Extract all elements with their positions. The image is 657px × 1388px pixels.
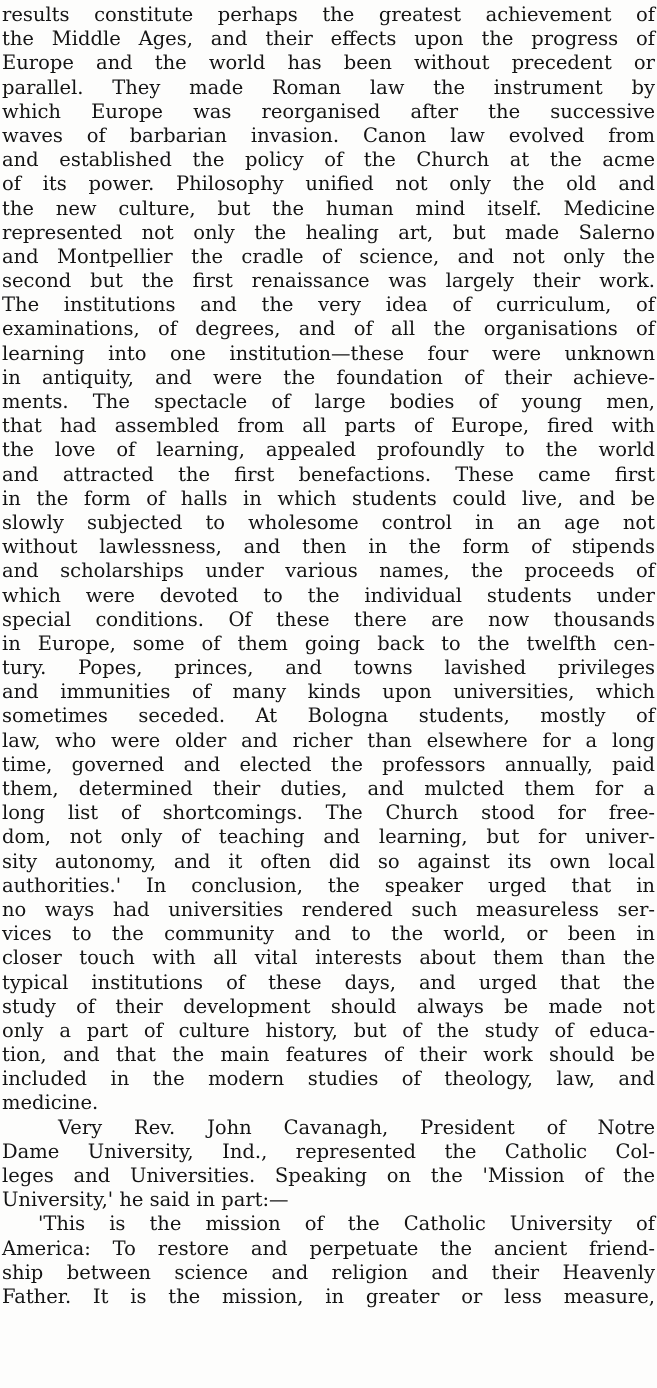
- text-line: the Middle Ages, and their effects upon the progress of: [2, 27, 655, 51]
- text-line: the new culture, but the human mind itself. Medicine: [2, 196, 655, 220]
- text-line: in the form of halls in which students could live, and be: [2, 486, 655, 510]
- text-line: no ways had universities rendered such measureless ser-: [2, 897, 655, 921]
- text-line: in Europe, some of them going back to the twelfth cen-: [2, 631, 655, 655]
- text-line: typical institutions of these days, and urged that the: [2, 970, 655, 994]
- text-line: vices to the community and to the world, or been in: [2, 922, 655, 946]
- text-line: special conditions. Of these there are now thousands: [2, 607, 655, 631]
- text-line: law, who were older and richer than elsewhere for a long: [2, 728, 655, 752]
- text-line: Father. It is the mission, in greater or less measure,: [2, 1284, 655, 1308]
- text-line: long list of shortcomings. The Church stood for free-: [2, 801, 655, 825]
- text-line: them, determined their duties, and mulcted them for a: [2, 777, 655, 800]
- paragraph-cavanagh-introduction: [2, 1116, 655, 1213]
- text-line: and Montpellier the cradle of science, and not only the: [2, 244, 655, 268]
- text-line: dom, not only of teaching and learning, but for univer-: [2, 825, 655, 849]
- text-line: ship between science and religion and their Heavenly: [2, 1260, 655, 1284]
- text-line: only a part of culture history, but of the study of educa-: [2, 1018, 655, 1042]
- text-line: without lawlessness, and then in the form of stipends: [2, 535, 655, 559]
- text-line: leges and Universities. Speaking on the 'Mission of the: [2, 1164, 655, 1187]
- text-line: that had assembled from all parts of Europe, fired with: [2, 414, 655, 438]
- text-line: slowly subjected to wholesome control in an age not: [2, 510, 655, 534]
- text-line: results constitute perhaps the greatest achievement of: [2, 3, 655, 26]
- text-line: time, governed and elected the professors annually, paid: [2, 752, 655, 776]
- text-line: the love of learning, appealed profoundly to the world: [2, 438, 655, 462]
- text-line: closer touch with all vital interests about them than the: [2, 946, 655, 970]
- text-line: University,' he said in part:—: [2, 1188, 289, 1212]
- text-line: second but the first renaissance was largely their work.: [2, 269, 655, 293]
- text-line: parallel. They made Roman law the instrument by: [2, 75, 655, 99]
- text-line: included in the modern studies of theology, law, and: [2, 1067, 655, 1091]
- text-line: examinations, of degrees, and of all the organisations of: [2, 317, 655, 341]
- text-line: learning into one institution—these four were unknown: [2, 341, 655, 365]
- text-line: authorities.' In conclusion, the speaker urged that in: [2, 873, 655, 897]
- text-line: and established the policy of the Church at the acme: [2, 148, 655, 172]
- text-line: sity autonomy, and it often did so against its own local: [2, 849, 655, 873]
- text-line: America: To restore and perpetuate the ancient friend-: [2, 1236, 655, 1260]
- text-line: ments. The spectacle of large bodies of young men,: [2, 390, 655, 413]
- text-line: tion, and that the main features of their work should be: [2, 1043, 655, 1067]
- text-line: medicine.: [2, 1091, 99, 1115]
- text-column: [2, 3, 655, 1309]
- paragraph-universities-achievement: [2, 3, 655, 1116]
- text-line: and immunities of many kinds upon universities, which: [2, 680, 655, 704]
- text-line: which Europe was reorganised after the successive: [2, 99, 655, 123]
- text-line: of its power. Philosophy unified not only the old and: [2, 172, 655, 196]
- text-line: and scholarships under various names, the proceeds of: [2, 559, 655, 583]
- text-line: 'This is the mission of the Catholic University of: [38, 1212, 655, 1236]
- text-line: tury. Popes, princes, and towns lavished privileges: [2, 656, 655, 680]
- text-line: waves of barbarian invasion. Canon law evolved from: [2, 123, 655, 147]
- text-line: which were devoted to the individual students under: [2, 583, 655, 607]
- text-line: and attracted the first benefactions. These came first: [2, 462, 655, 486]
- text-line: Very Rev. John Cavanagh, President of Notre: [58, 1115, 655, 1139]
- text-line: study of their development should always be made not: [2, 994, 655, 1018]
- text-line: Dame University, Ind., represented the Catholic Col-: [2, 1139, 655, 1163]
- text-line: in antiquity, and were the foundation of their achieve-: [2, 365, 655, 389]
- text-line: represented not only the healing art, but made Salerno: [2, 220, 655, 244]
- text-line: sometimes seceded. At Bologna students, mostly of: [2, 704, 655, 728]
- text-line: Europe and the world has been without precedent or: [2, 51, 655, 75]
- text-line: The institutions and the very idea of curriculum, of: [2, 293, 655, 317]
- paragraph-mission-quote: [2, 1212, 655, 1309]
